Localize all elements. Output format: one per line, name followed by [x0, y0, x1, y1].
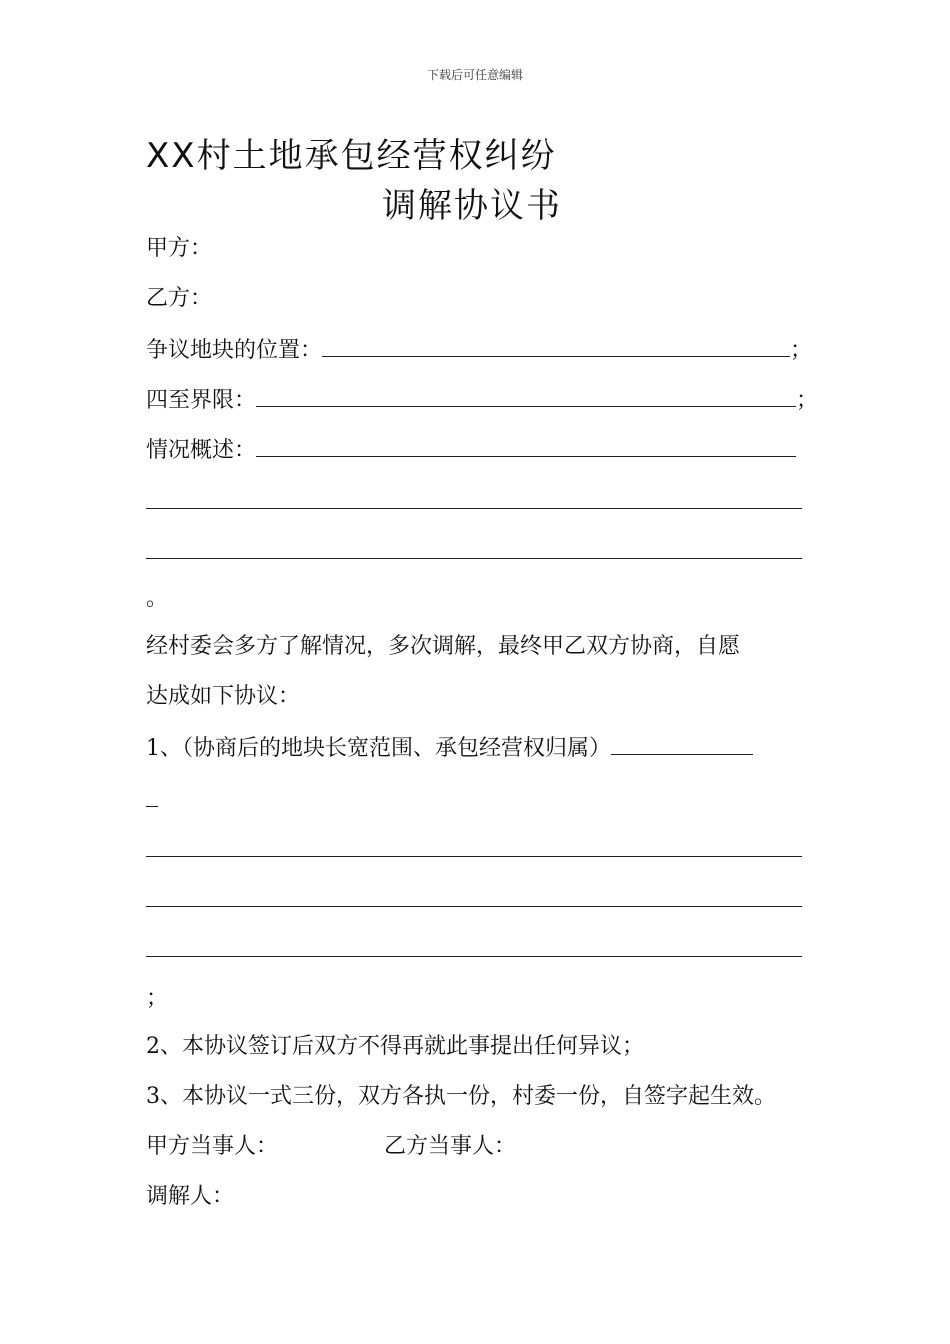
item-1-blank [611, 732, 753, 755]
item-1-blank-line-3 [146, 906, 802, 907]
summary-blank-line-3 [146, 558, 802, 559]
item-1-end: ； [146, 986, 169, 1011]
item-1-blank-line-4 [146, 956, 802, 957]
boundary-blank [256, 384, 796, 407]
signature-party-b: 乙方当事人： [384, 1134, 517, 1159]
location-end: ； [790, 338, 813, 363]
summary-blank-line-2 [146, 508, 802, 509]
item-2: 2、本协议签订后双方不得再就此事提出任何异议； [146, 1034, 644, 1059]
boundary-field [146, 384, 818, 416]
page-header-note: 下载后可任意编辑 [426, 68, 523, 82]
document-title-line2: 调解协议书 [382, 186, 562, 226]
signature-mediator: 调解人： [146, 1184, 235, 1209]
summary-blank [256, 434, 796, 457]
party-a-label: 甲方： [146, 236, 213, 261]
party-a-field [146, 234, 212, 264]
party-b-field [146, 284, 212, 314]
location-blank [322, 334, 790, 357]
boundary-end: ； [796, 388, 819, 413]
party-b-label: 乙方： [146, 286, 213, 311]
item-1-blank-wrap [146, 806, 158, 807]
item-1-blank-line-2 [146, 856, 802, 857]
paragraph-1-line-2: 达成如下协议： [146, 684, 301, 709]
paragraph-1-line-1: 经村委会多方了解情况，多次调解，最终甲乙双方协商，自愿 [146, 634, 741, 659]
location-label: 争议地块的位置： [146, 338, 323, 363]
document-title-line1: XX村土地承包经营权纠纷 [146, 136, 557, 176]
summary-field [146, 434, 796, 466]
summary-label: 情况概述： [146, 438, 257, 463]
boundary-label: 四至界限： [146, 388, 257, 413]
item-1-text: 1、（协商后的地块长宽范围、承包经营权归属） [146, 736, 611, 761]
summary-end: 。 [146, 586, 169, 611]
item-1 [146, 732, 753, 764]
signature-party-a: 甲方当事人： [146, 1134, 279, 1159]
location-field [146, 334, 812, 366]
item-3: 3、本协议一式三份，双方各执一份，村委一份，自签字起生效。 [146, 1084, 776, 1109]
